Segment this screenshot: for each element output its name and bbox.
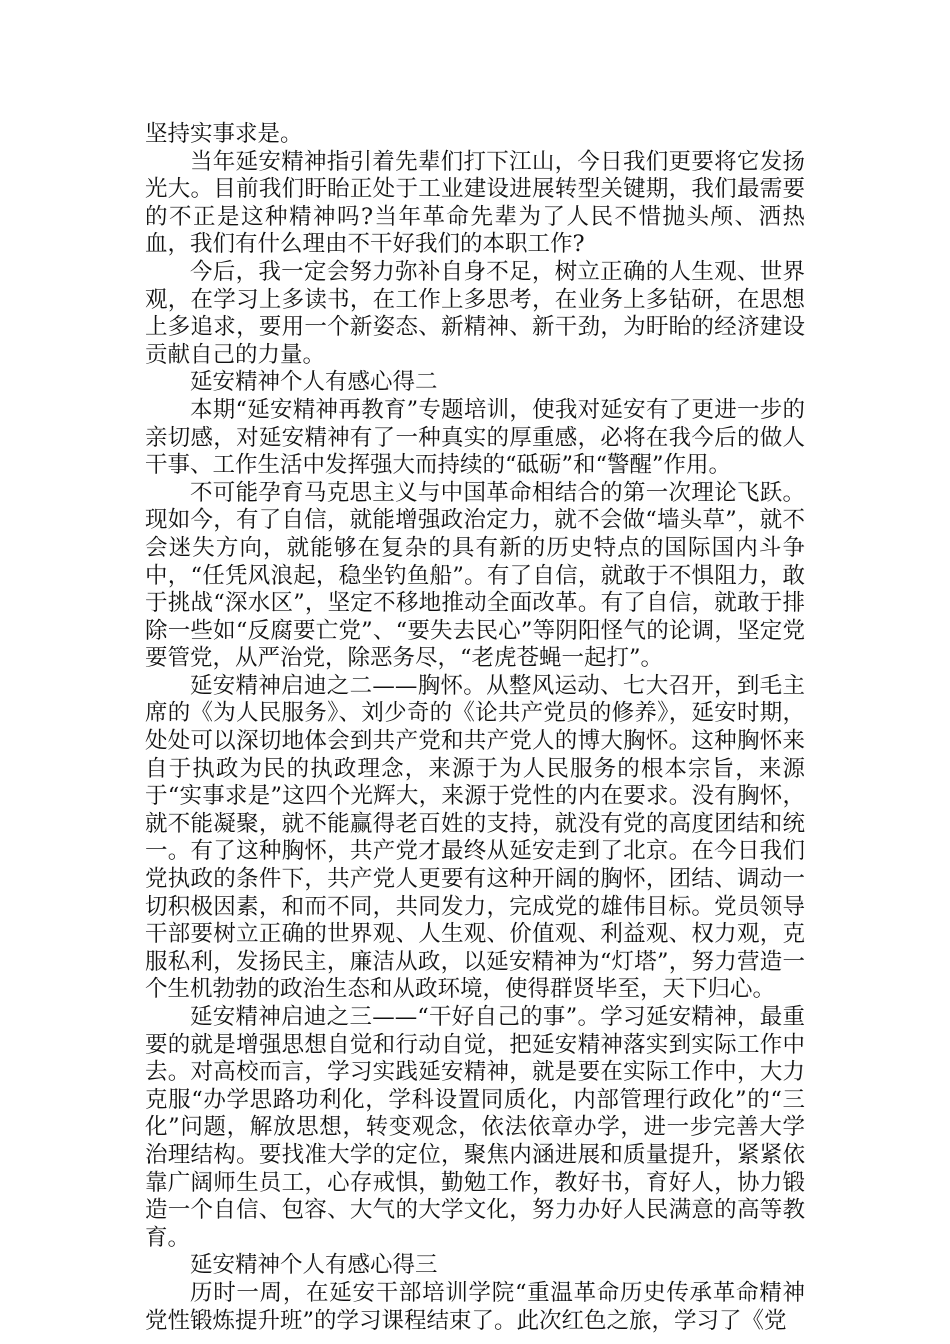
paragraph-6: 延安精神启迪之二——胸怀。从整风运动、七大召开，到毛主席的《为人民服务》、刘少奇的《论共产党员的修养》，延安时期，处处可以深切地体会到共产党和共产党人的博大胸怀。这种胸怀来自于执政为民的执政理念，来源于为人民服务的根本宗旨，来源于“实事求是”这四个光辉大，来源于党性的内在要求。没有胸怀，就不能凝聚，就不能赢得老百姓的支持，就没有党的高度团结和统一。有了这种胸怀，共产党才最终从延安走到了北京。在今日我们党执政的条件下，共产党人更要有这种开阔的胸怀，团结、调动一切积极因素，和而不同，共同发力，完成党的雄伟目标。党员领导干部要树立正确的世界观、人生观、价值观、利益观、权力观，克服私利，发扬民主，廉洁从政，以延安精神为“灯塔”，努力营造一个生机勃勃的政治生态和从政环境，使得群贤毕至，天下归心。 [145,672,805,1003]
paragraph-3: 今后，我一定会努力弥补自身不足，树立正确的人生观、世界观，在学习上多读书，在工作上多思考，在业务上多钻研，在思想上多追求，要用一个新姿态、新精神、新干劲，为盱眙的经济建设贡献自己的力量。 [145,258,805,368]
paragraph-2: 当年延安精神指引着先辈们打下江山，今日我们更要将它发扬光大。目前我们盱眙正处于工业建设进展转型关键期，我们最需要的不正是这种精神吗?当年革命先辈为了人民不惜抛头颅、洒热血，我们有什么理由不干好我们的本职工作? [145,148,805,258]
paragraph-1: 坚持实事求是。 [145,121,303,147]
section-heading-3: 延安精神个人有感心得三 [190,1252,438,1279]
paragraph-8: 历时一周，在延安干部培训学院“重温革命历史传承革命精神党性锻炼提升班”的学习课程结束了。此次红色之旅，学习了《党 [145,1279,805,1334]
paragraph-7: 延安精神启迪之三——“干好自己的事”。学习延安精神，最重要的就是增强思想自觉和行动自觉，把延安精神落实到实际工作中去。对高校而言，学习实践延安精神，就是要在实际工作中，大力克服“办学思路功利化，学科设置同质化，内部管理行政化”的“三化”问题，解放思想，转变观念，依法依章办学，进一步完善大学治理结构。要找准大学的定位，聚焦内涵进展和质量提升，紧紧依靠广阔师生员工，心存戒惧，勤勉工作，教好书，育好人，协力锻造一个自信、包容、大气的大学文化，努力办好人民满意的高等教育。 [145,1004,805,1251]
paragraph-5: 不可能孕育马克思主义与中国革命相结合的第一次理论飞跃。现如今，有了自信，就能增强政治定力，就不会做“墙头草”，就不会迷失方向，就能够在复杂的具有新的历史特点的国际国内斗争中，“任凭风浪起，稳坐钓鱼船”。有了自信，就敢于不惧阻力，敢于挑战“深水区”，坚定不移地推动全面改革。有了自信，就敢于排除一些如“反腐要亡党”、“要失去民心”等阴阳怪气的论调，坚定党要管党，从严治党，除恶务尽，“老虎苍蝇一起打”。 [145,479,805,672]
document-page [145,121,805,1335]
section-heading-2: 延安精神个人有感心得二 [190,369,438,396]
paragraph-4: 本期“延安精神再教育”专题培训，使我对延安有了更进一步的亲切感，对延安精神有了一种真实的厚重感，必将在我今后的做人干事、工作生活中发挥强大而持续的“砥砺”和“警醒”作用。 [145,396,805,479]
